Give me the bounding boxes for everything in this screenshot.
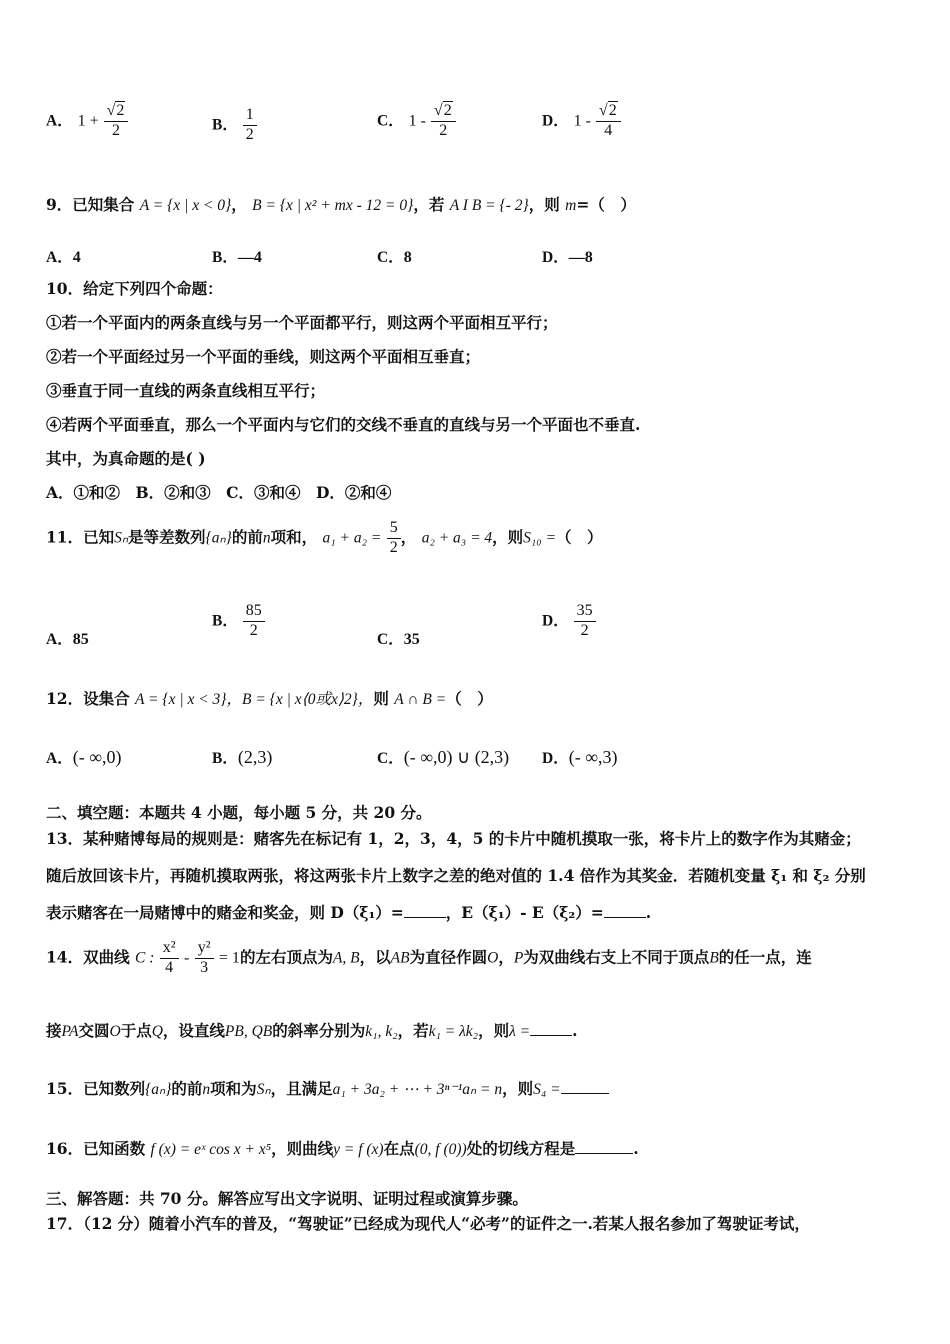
q13-line-3: 表示赌客在一局赌博中的赌金和奖金，则 D（ξ₁）= ，E（ξ₁）- E（ξ₂）= . <box>46 903 652 922</box>
q11-option-c: C．35 <box>377 631 420 648</box>
q12-stem: 12．设集合 A = {x | x < 3}，B = {x | x⟨0或x⟩2}，则 A ∩ B =（ ） <box>46 689 493 708</box>
q10-proposition-4: ④若两个平面垂直，那么一个平面内与它们的交线不垂直的直线与另一个平面也不垂直. <box>46 415 641 434</box>
q9-option-b: B．—4 <box>212 249 262 266</box>
q14-blank[interactable] <box>530 1035 572 1036</box>
q14-line-2: 接PA交圆O于点Q，设直线PB, QB的斜率分别为k₁, k₂，若k₁ = λk₂，则λ = . <box>46 1021 578 1040</box>
q12-option-d: D．(- ∞,3) <box>542 747 618 767</box>
q9-option-a: A．4 <box>46 249 81 266</box>
q12-option-b: B．(2,3) <box>212 747 273 767</box>
q8-option-a: A． 1 + $\frac{√2}{2}$ <box>46 103 128 140</box>
q11-option-b: B． $\frac{85}{2}$ <box>212 603 265 640</box>
q10-proposition-3: ③垂直于同一直线的两条直线相互平行； <box>46 381 326 400</box>
q13-blank-1[interactable] <box>404 917 446 918</box>
section-3-heading: 三、解答题：共 70 分。解答应写出文字说明、证明过程或演算步骤。 <box>46 1189 528 1208</box>
q9-stem: 9．已知集合 A = {x | x < 0}， B = {x | x² + mx - 12 = 0}，若 A I B = {- 2}，则 m=（ ） <box>46 195 636 214</box>
q15-stem: 15．已知数列{aₙ}的前n项和为Sₙ，且满足a₁ + 3a₂ + ⋯ + 3ⁿ⁻¹aₙ = n，则S₄ = <box>46 1080 609 1100</box>
q17-stem: 17．（12 分）随着小汽车的普及，“驾驶证”已经成为现代人“必考”的证件之一.若某人报名参加了驾驶证考试， <box>46 1214 810 1233</box>
q12-option-c: C．(- ∞,0) ∪ (2,3) <box>377 747 510 767</box>
q10-options: A．①和② B．②和③ C．③和④ D．②和④ <box>46 483 392 502</box>
q9-option-c: C．8 <box>377 249 412 266</box>
q11-option-a: A．85 <box>46 631 89 648</box>
section-2-heading: 二、填空题：本题共 4 小题，每小题 5 分，共 20 分。 <box>46 803 432 822</box>
q10-title: 10．给定下列四个命题： <box>46 279 223 298</box>
q8-option-d: D． 1 - $\frac{√2}{4}$ <box>542 103 621 140</box>
q8-option-b: B． $\frac{1}{2}$ <box>212 107 257 144</box>
q10-question: 其中，为真命题的是( ) <box>46 449 206 468</box>
q10-proposition-1: ①若一个平面内的两条直线与另一个平面都平行，则这两个平面相互平行； <box>46 313 558 332</box>
q16-stem: 16．已知函数 f (x) = eˣ cos x + x⁵，则曲线y = f (x)在点(0, f (0))处的切线方程是 . <box>46 1139 639 1158</box>
q8-option-c: C． 1 - $\frac{√2}{2}$ <box>377 103 456 140</box>
q16-blank[interactable] <box>575 1153 633 1154</box>
q14-line-1: 14．双曲线 C : $\frac{\text{x²}}{4}$ - $\frac{\text{y²}}{3}$ = 1的左右顶点为A, B，以AB为直径作圆O，P为双曲线右支上不同于顶点B的任一点，连 <box>46 939 812 976</box>
q12-option-a: A．(- ∞,0) <box>46 747 122 767</box>
q11-option-d: D． $\frac{35}{2}$ <box>542 603 596 640</box>
q13-line-1: 13．某种赌博每局的规则是：赌客先在标记有 1，2，3，4，5 的卡片中随机摸取一张，将卡片上的数字作为其赌金； <box>46 829 861 848</box>
q9-option-d: D．—8 <box>542 249 593 266</box>
q15-blank[interactable] <box>561 1093 609 1094</box>
q13-line-2: 随后放回该卡片，再随机摸取两张，将这两张卡片上数字之差的绝对值的 1.4 倍作为其奖金．若随机变量 ξ₁ 和 ξ₂ 分别 <box>46 866 866 885</box>
q11-stem: 11．已知Sₙ是等差数列{aₙ}的前n项和， a₁ + a₂ = $\frac{5}{2}$ ， a₂ + a₃ = 4，则S₁₀ =（ ） <box>46 519 603 556</box>
q13-blank-2[interactable] <box>604 917 646 918</box>
q10-proposition-2: ②若一个平面经过另一个平面的垂线，则这两个平面相互垂直； <box>46 347 481 366</box>
